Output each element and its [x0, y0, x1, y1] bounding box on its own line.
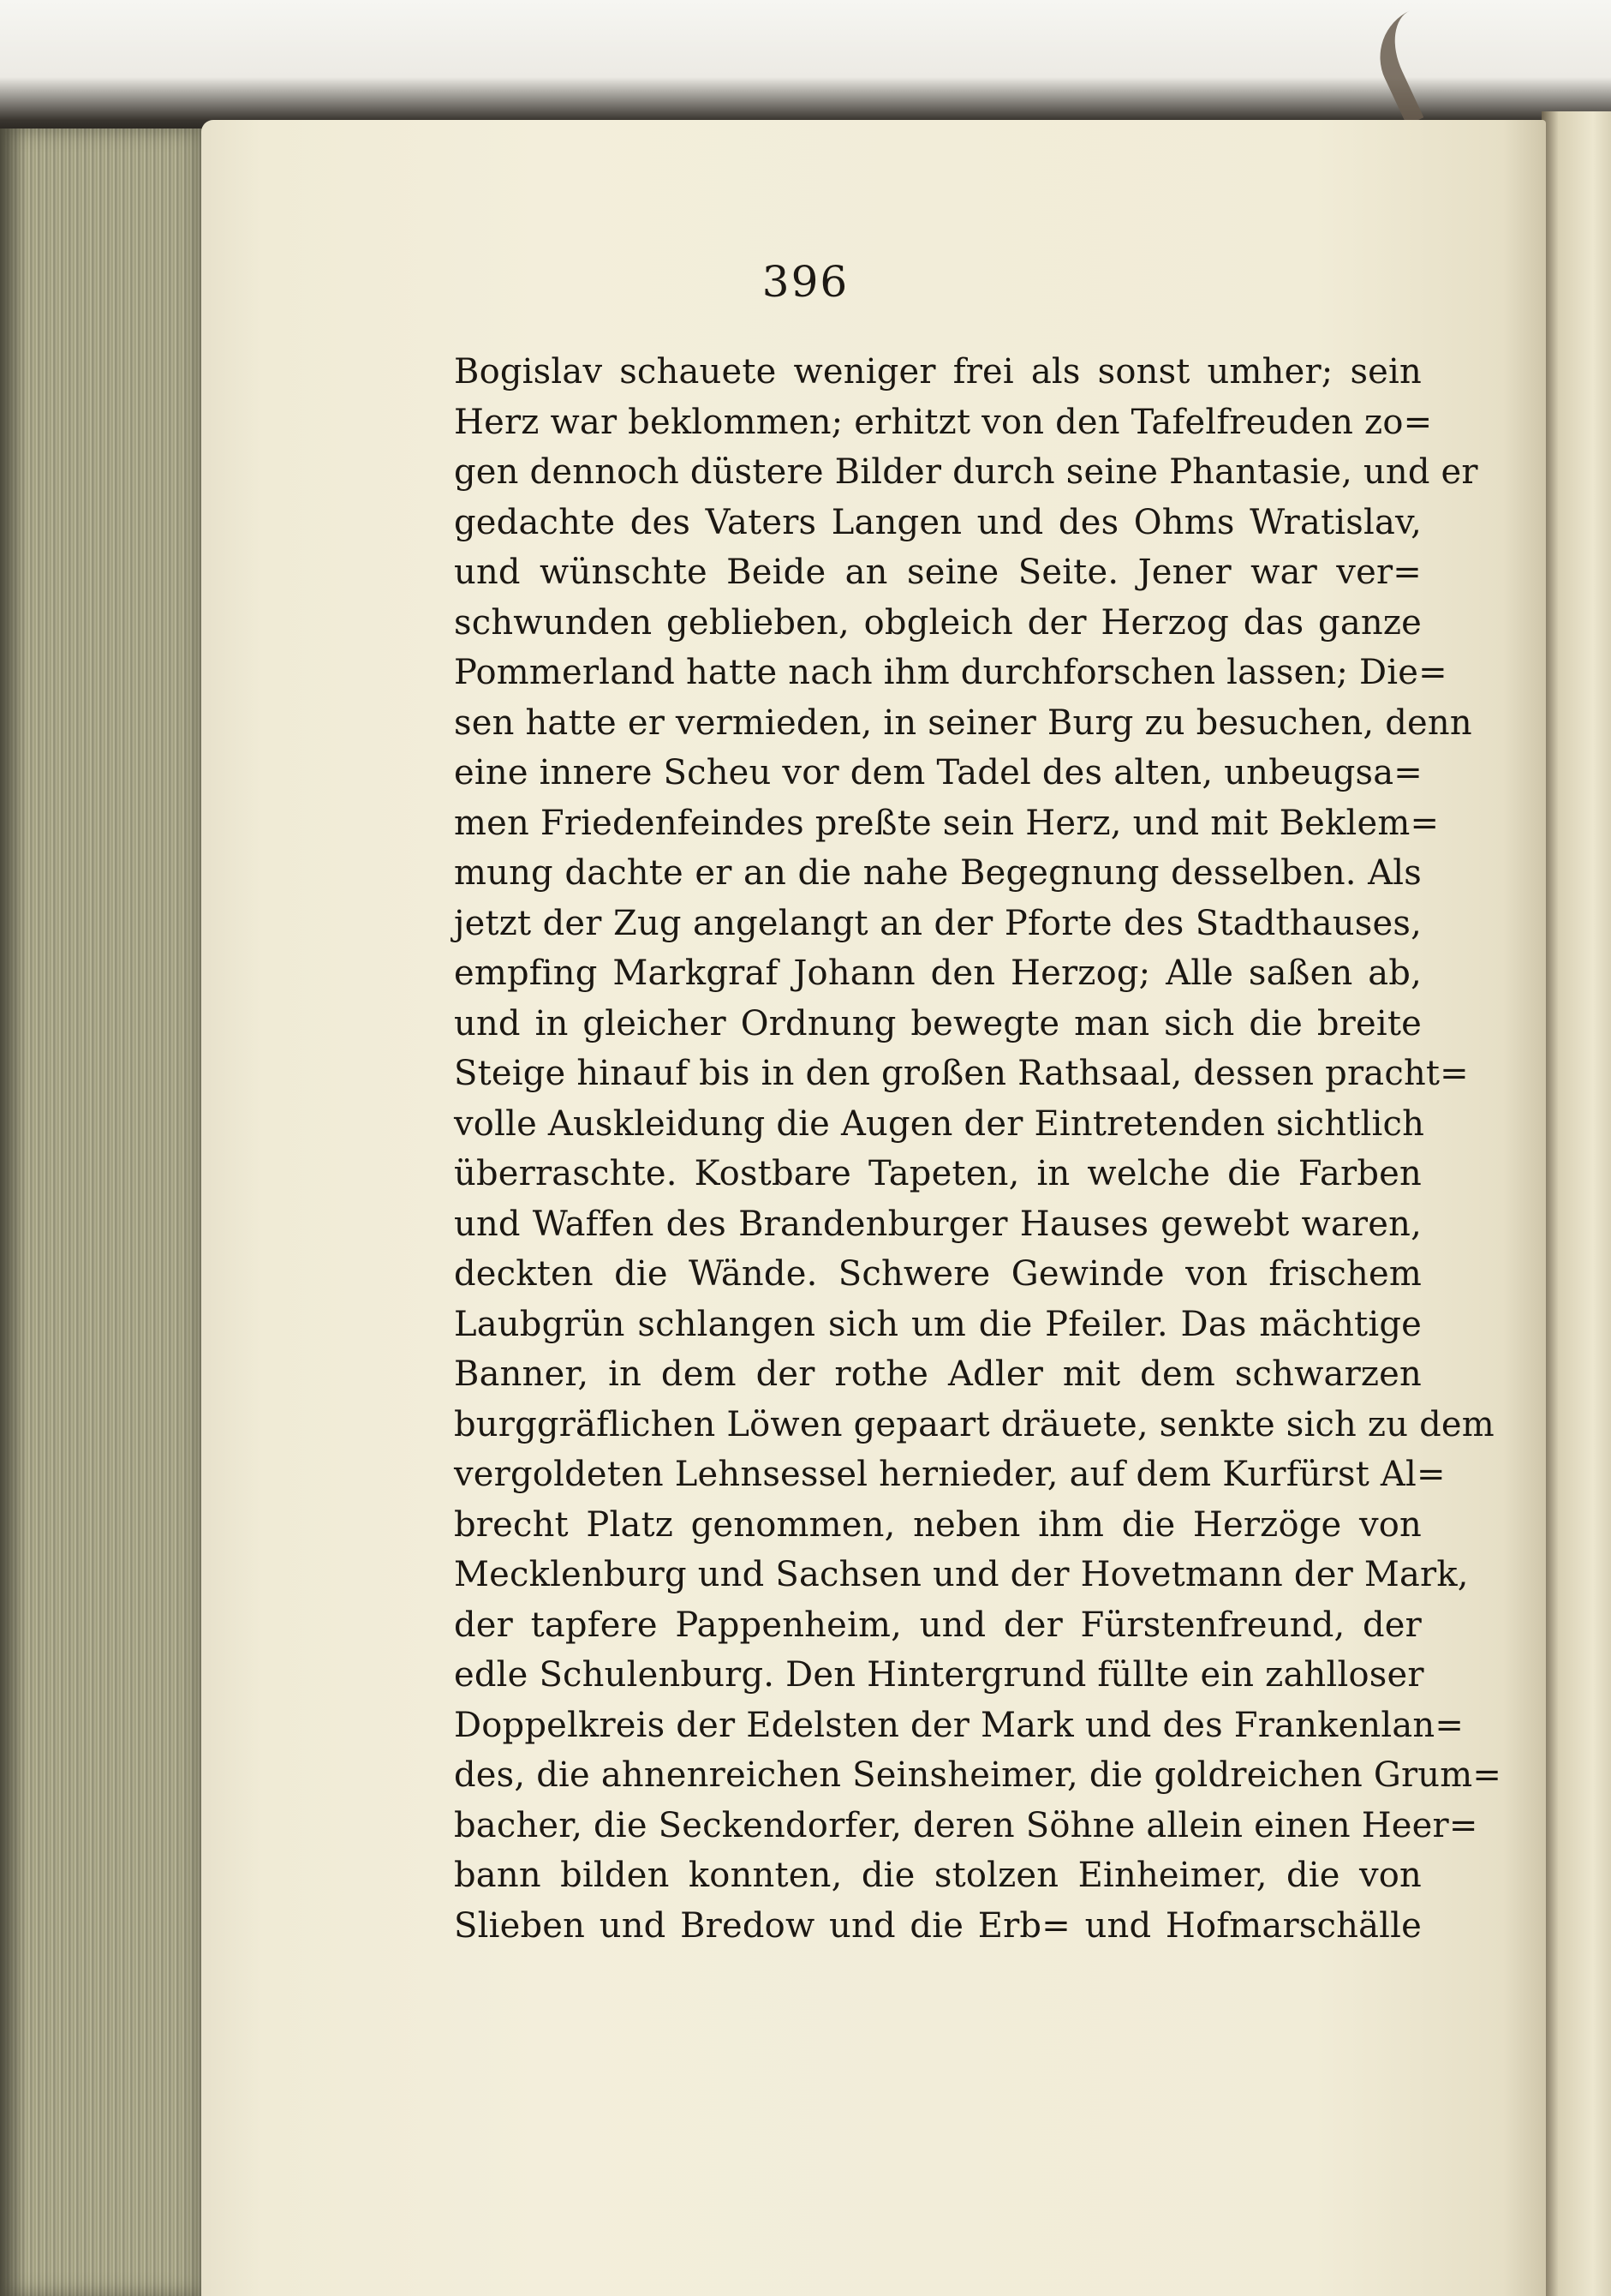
text-line: gen dennoch düstere Bilder durch seine Phantasie, und er	[454, 452, 1478, 492]
text-line: schwunden geblieben, obgleich der Herzog das ganze	[454, 602, 1422, 643]
text-line: Doppelkreis der Edelsten der Mark und des Frankenlan=	[454, 1705, 1465, 1745]
text-line: Steige hinauf bis in den großen Rathsaal, dessen pracht=	[454, 1054, 1469, 1093]
book-page-edges	[0, 129, 214, 2296]
text-line: Pommerland hatte nach ihm durchforschen lassen; Die=	[454, 653, 1447, 692]
text-line: und wünschte Beide an seine Seite. Jener war ver=	[454, 553, 1422, 592]
text-line: men Friedenfeindes preßte sein Herz, und mit Beklem=	[454, 803, 1440, 843]
page-number: 396	[761, 257, 850, 307]
text-line: volle Auskleidung die Augen der Eintretenden sichtlich	[454, 1103, 1425, 1144]
text-line: brecht Platz genommen, neben ihm die Herzöge von	[454, 1504, 1422, 1545]
text-line: und in gleicher Ordnung bewegte man sich die breite	[454, 1003, 1422, 1043]
text-line: der tapfere Pappenheim, und der Fürstenfreund, der	[454, 1605, 1422, 1645]
text-line: jetzt der Zug angelangt an der Pforte des Stadthauses,	[454, 903, 1422, 943]
text-line: eine innere Scheu vor dem Tadel des alten, unbeugsa=	[454, 753, 1423, 792]
text-line: burggräflichen Löwen gepaart dräuete, senkte sich zu dem	[454, 1404, 1495, 1444]
page-text	[454, 347, 1502, 1951]
text-line: Laubgrün schlangen sich um die Pfeiler. Das mächtige	[454, 1304, 1422, 1344]
text-line: des, die ahnenreichen Seinsheimer, die goldreichen Grum=	[454, 1755, 1502, 1795]
text-line: Banner, in dem der rothe Adler mit dem schwarzen	[454, 1354, 1422, 1394]
text-line: deckten die Wände. Schwere Gewinde von frischem	[454, 1254, 1422, 1294]
text-line: gedachte des Vaters Langen und des Ohms Wratislav,	[454, 502, 1422, 542]
text-line: Bogislav schauete weniger frei als sonst umher; sein	[454, 352, 1422, 392]
text-line: Slieben und Bredow und die Erb= und Hofmarschälle	[454, 1905, 1422, 1946]
text-line: empfing Markgraf Johann den Herzog; Alle saßen ab,	[454, 954, 1422, 993]
text-line: Mecklenburg und Sachsen und der Hovetmann der Mark,	[454, 1555, 1469, 1594]
facing-page-edge	[1542, 111, 1611, 2296]
text-line: edle Schulenburg. Den Hintergrund füllte ein zahlloser	[454, 1655, 1424, 1695]
text-line: und Waffen des Brandenburger Hauses gewebt waren,	[454, 1204, 1422, 1244]
book-edge-shadow	[0, 129, 26, 2296]
text-line: Herz war beklommen; erhitzt von den Tafelfreuden zo=	[454, 402, 1433, 442]
text-line: bacher, die Seckendorfer, deren Söhne allein einen Heer=	[454, 1805, 1478, 1845]
text-line: bann bilden konnten, die stolzen Einheimer, die von	[454, 1856, 1422, 1895]
text-line: sen hatte er vermieden, in seiner Burg zu besuchen, denn	[454, 703, 1472, 743]
text-line: vergoldeten Lehnsessel hernieder, auf dem Kurfürst Al=	[454, 1455, 1446, 1494]
text-line: überraschte. Kostbare Tapeten, in welche die Farben	[454, 1154, 1422, 1193]
text-line: mung dachte er an die nahe Begegnung desselben. Als	[454, 853, 1422, 893]
background	[0, 0, 1611, 137]
